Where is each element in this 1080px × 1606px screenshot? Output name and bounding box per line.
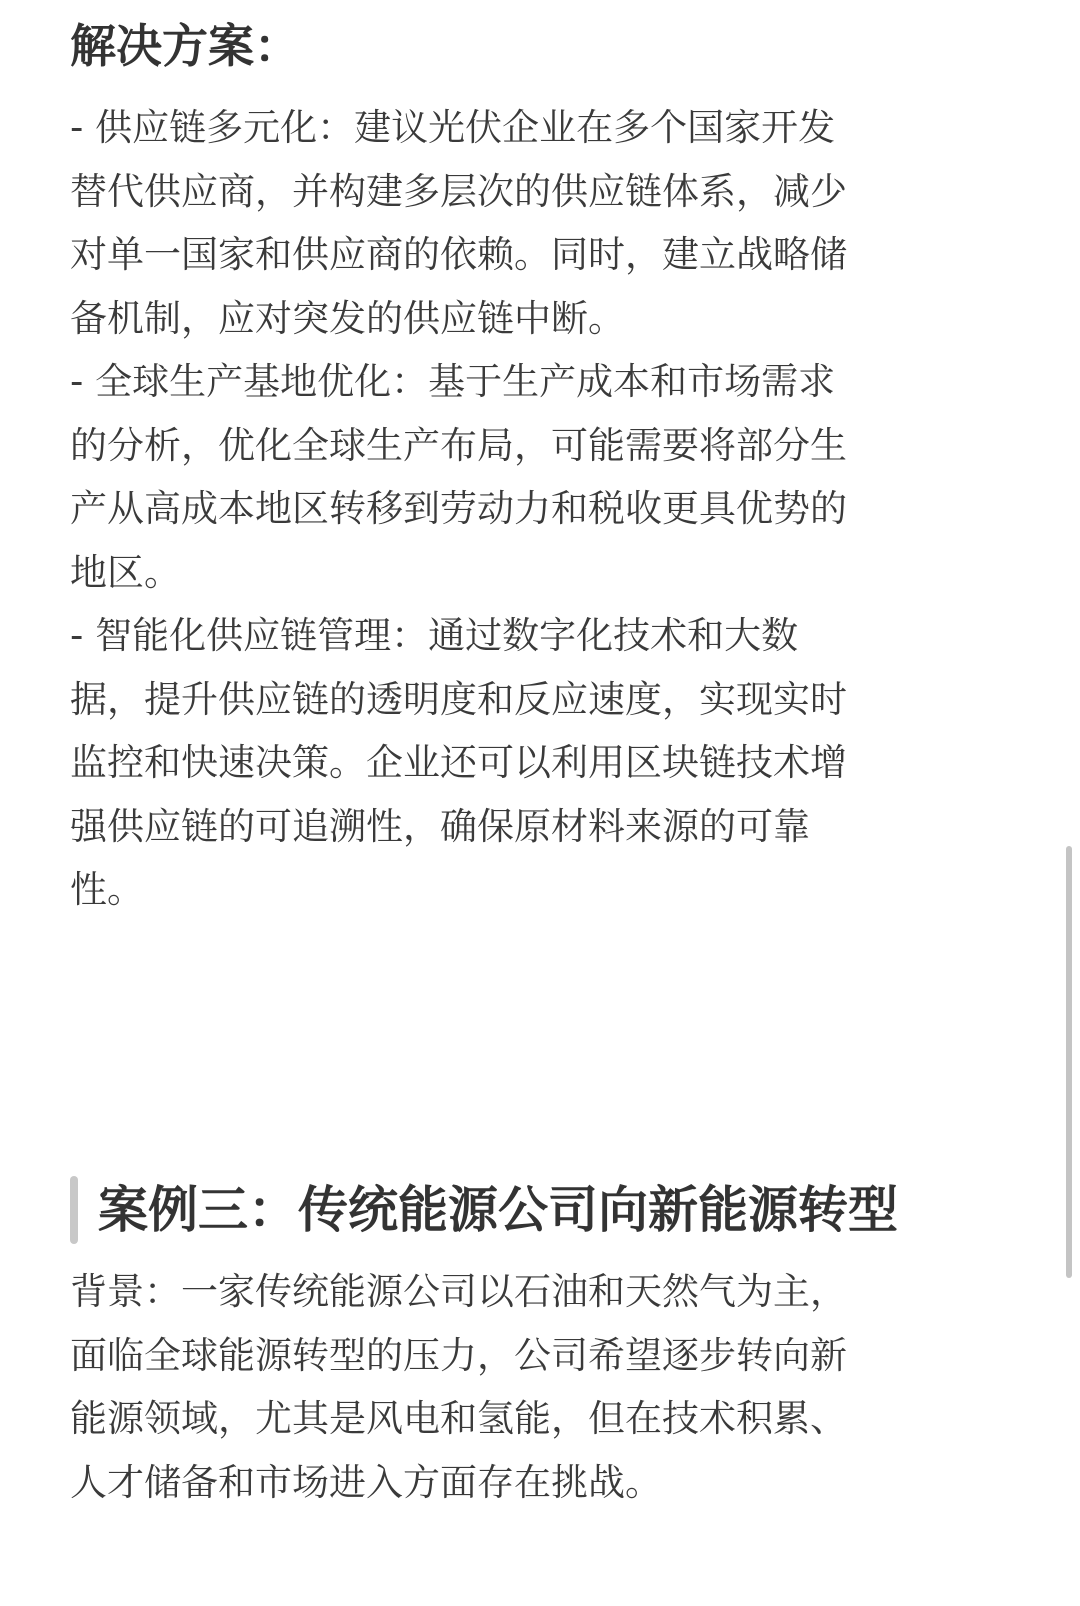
solution-item-global-production-optimization: - 全球生产基地优化：基于生产成本和市场需求 的分析，优化全球生产布局，可能需要将部分生 产从高成本地区转移到劳动力和税收更具优势的 地区。 [70, 360, 847, 594]
scrollbar-thumb[interactable] [1066, 846, 1072, 1278]
solution-heading: 解决方案： [70, 19, 300, 73]
section-accent-bar [70, 1176, 78, 1244]
case3-background-paragraph: 背景：一家传统能源公司以石油和天然气为主， 面临全球能源转型的压力，公司希望逐步转向新 能源领域，尤其是风电和氢能，但在技术积累、 人才储备和市场进入方面存在挑战。 [70, 1270, 847, 1504]
solution-item-smart-supply-chain: - 智能化供应链管理：通过数字化技术和大数 据，提升供应链的透明度和反应速度，实现实时 监控和快速决策。企业还可以利用区块链技术增 强供应链的可追溯性，确保原材料来源的可靠 性。 [70, 614, 847, 911]
case3-section-title [70, 1172, 898, 1248]
solution-item-supply-chain-diversification: - 供应链多元化：建议光伏企业在多个国家开发 替代供应商，并构建多层次的供应链体系，减少 对单一国家和供应商的依赖。同时，建立战略储 备机制，应对突发的供应链中断。 [70, 106, 847, 340]
case3-title-text: 案例三：传统能源公司向新能源转型 [98, 1181, 898, 1239]
